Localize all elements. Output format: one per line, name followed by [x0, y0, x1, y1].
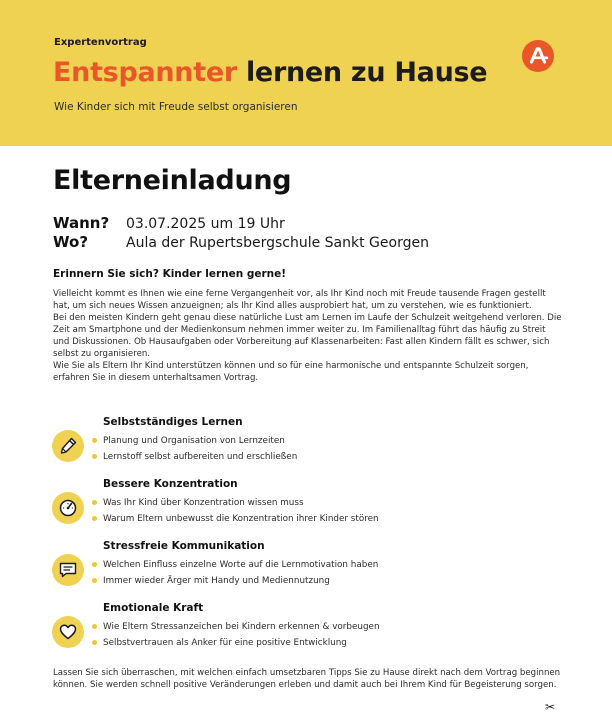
topic-list	[52, 414, 572, 662]
topic-title: Bessere Konzentration	[103, 478, 238, 490]
intro-heading: Erinnern Sie sich? Kinder lernen gerne!	[53, 268, 287, 280]
intro-paragraph: Wie Sie als Eltern Ihr Kind unterstützen können und so für eine harmonische und entspannte Schulzeit sorgen, erfahren Sie in diesem unterhaltsamen Vortrag.	[53, 361, 529, 383]
topic-title: Stressfreie Kommunikation	[103, 540, 265, 552]
page-subtitle: Wie Kinder sich mit Freude selbst organisieren	[54, 101, 298, 113]
outro-text: Lassen Sie sich überraschen, mit welchen einfach umsetzbaren Tipps Sie zu Hause direkt nach dem Vortrag beginnen können. Sie werden schnell positive Veränderungen erleben und damit auch bei Ihrem Kind für Begeisterung sorgen.	[53, 668, 561, 690]
page-title	[53, 57, 487, 88]
intro-paragraph: Bei den meisten Kindern geht genau diese natürliche Lust am Lernen im Laufe der Schulzeit weitgehend verloren. Die Zeit am Smartphone und der Medienkonsum nehmen immer weiter zu. Im Familienalltag führt das häufig zu Streit und Diskussionen. Ob Hausaufgaben oder Vorbereitung auf Klassenarbeiten: Fast allen Kindern fällt es schwer, sich selbst zu organisieren.	[53, 313, 562, 359]
gauge-icon	[52, 492, 84, 524]
list-item: Was Ihr Kind über Konzentration wissen muss	[92, 495, 379, 511]
heart-icon	[52, 616, 84, 648]
event-details	[53, 214, 429, 252]
topic-title: Selbstständiges Lernen	[103, 416, 243, 428]
list-item: Selbstvertrauen als Anker für eine positive Entwicklung	[92, 635, 380, 651]
chat-icon	[52, 554, 84, 586]
when-value: 03.07.2025 um 19 Uhr	[126, 216, 285, 232]
title-accent: Entspannter	[53, 57, 237, 88]
intro-paragraph: Vielleicht kommt es Ihnen wie eine ferne Vergangenheit vor, als Ihr Kind noch mit Freude tausende Fragen gestellt hat, um sich neues Wissen anzueignen; als Ihr Kind alles ausprobiert hat, um zu verstehen, wie es funktioniert.	[53, 289, 546, 311]
topic-item	[52, 414, 572, 476]
topic-title: Emotionale Kraft	[103, 602, 204, 614]
where-value: Aula der Rupertsbergschule Sankt Georgen	[126, 235, 429, 251]
title-rest: lernen zu Hause	[236, 57, 488, 88]
list-item: Immer wieder Ärger mit Handy und Mediennutzung	[92, 573, 378, 589]
list-item: Warum Eltern unbewusst die Konzentration ihrer Kinder stören	[92, 511, 379, 527]
header-banner	[0, 0, 612, 146]
topic-item	[52, 476, 572, 538]
list-item: Lernstoff selbst aufbereiten und erschließen	[92, 449, 297, 465]
list-item: Welchen Einfluss einzelne Worte auf die Lernmotivation haben	[92, 557, 378, 573]
topic-bullets	[92, 557, 378, 589]
when-label: Wann?	[53, 214, 110, 232]
topic-item	[52, 600, 572, 662]
invitation-heading: Elterneinladung	[53, 165, 292, 196]
where-row	[53, 233, 429, 252]
when-row	[53, 214, 429, 233]
list-item: Wie Eltern Stressanzeichen bei Kindern erkennen & vorbeugen	[92, 619, 380, 635]
topic-bullets	[92, 433, 297, 465]
list-item: Planung und Organisation von Lernzeiten	[92, 433, 297, 449]
intro-text	[53, 288, 563, 384]
a-logo-icon	[522, 40, 554, 72]
pencil-icon	[52, 430, 84, 462]
topic-bullets	[92, 619, 380, 651]
topic-bullets	[92, 495, 379, 527]
where-label: Wo?	[53, 233, 89, 251]
topic-item	[52, 538, 572, 600]
scissors-icon: ✂	[545, 700, 556, 712]
header-kicker: Expertenvortrag	[54, 37, 147, 48]
